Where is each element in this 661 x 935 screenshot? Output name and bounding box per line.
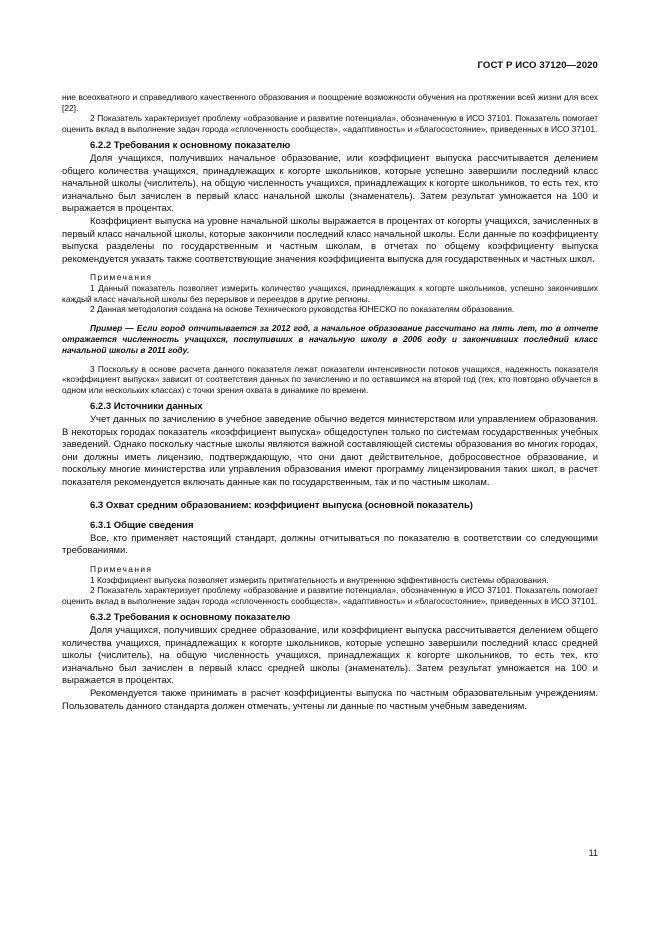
section-heading-6-3: 6.3 Охват средним образованием: коэффициент выпуска (основной показатель) — [90, 499, 473, 511]
document-header: ГОСТ Р ИСО 37120—2020 — [477, 60, 598, 71]
notes-label: Примечания — [90, 564, 153, 574]
paragraph-continuation: ние всеохватного и справедливого качественного образования и поощрение возможности обучения на протяжении всей жизни для всех [22]. — [62, 92, 598, 113]
page-number: 11 — [588, 848, 598, 858]
note-2: 2 Показатель характеризует проблему «образование и развитие потенциала», обозначенную в ИСО 37101. Показатель помогает оценить вклад в выполнение задач города «сплоченность сообществ», «адаптивность» и «благосостояние», приведенных в ИСО 37101. — [62, 113, 598, 134]
notes-label: Примечания — [90, 272, 153, 283]
paragraph: Доля учащихся, получивших начальное образование, или коэффициент выпуска рассчитывается делением общего количества учащихся, принадлежащих к когорте школьников, которые успешно завершили последний класс начальной школы (числитель), на общую численность учащихся, принадлежащих к когорте школьников, то есть тех, кто изначально был зачислен в первый класс начальной школы (знаменатель). Затем результат умножается на 100 и выражается в процентах. — [62, 152, 598, 215]
example-paragraph: Пример — Если город отчитывается за 2012 год, а начальное образование рассчитано на пять лет, то в отчете отражается численность учащихся, поступивших в начальную школу в 2006 году и закончивших последний класс начальной школы в 2011 году. — [62, 322, 598, 355]
paragraph: Все, кто применяет настоящий стандарт, должны отчитываться по показателю в соответствии со следующими требованиями. — [62, 532, 598, 557]
section-heading-6-3-1: 6.3.1 Общие сведения — [90, 520, 194, 532]
section-heading-6-2-2: 6.2.2 Требования к основному показателю — [90, 140, 291, 152]
paragraph: Коэффициент выпуска на уровне начальной школы выражается в процентах от когорты учащихся, зачисленных в первый класс начальной школы, которые закончили последний класс начальной школы. Если данные по коэффициенту выпуска разделены по государственным и частным школам, в отчетах по общему коэффициенту выпуска рекомендуется указать также соответствующие значения коэффициента выпуска для государственных и частных школ. — [62, 215, 598, 265]
section-heading-6-3-2: 6.3.2 Требования к основному показателю — [90, 612, 291, 624]
section-heading-6-2-3: 6.2.3 Источники данных — [90, 401, 203, 413]
note-1: 1 Данный показатель позволяет измерить количество учащихся, принадлежащих к когорте школьников, успешно закончивших каждый класс начальной школы без перерывов и переездов в другие регионы. — [62, 282, 598, 304]
note-2: 2 Показатель характеризует проблему «образование и развитие потенциала», обозначенную в ИСО 37101. Показатель помогает оценить вклад в выполнение задач города «сплоченность сообществ», «адаптивность» и «благосостояние», приведенных в ИСО 37101. — [62, 585, 598, 606]
note-1: 1 Коэффициент выпуска позволяет измерить притягательность и внутреннюю эффективность системы образования. — [90, 574, 549, 585]
paragraph: Учет данных по зачислению в учебное заведение обычно ведется министерством или управлением образования. В некоторых городах показатель «коэффициент выпуска» общедоступен только по системам государственных учебных заведений. Однако поскольку частные школы являются важной составляющей системы образования во многих городах, они должны иметь лицензию, подтверждающую, что они дают действительное, добросовестное образование, и поскольку многие министерства или управления образования имеют программу лицензирования таких школ, в расчет показателя рекомендуется включать данные как по государственным, так и по частным школам. — [62, 414, 598, 489]
document-body — [62, 92, 598, 713]
paragraph: Доля учащихся, получивших среднее образование, или коэффициент выпуска рассчитывается делением общего количества учащихся, принадлежащих к когорте школьников, которые успешно завершили последний класс средней школы (числитель), на общую численность учащихся, принадлежащих к когорте школьников, то есть тех, кто изначально был зачислен в первый класс средней школы (знаменатель). Затем результат умножается на 100 и выражается в процентах. — [62, 624, 598, 687]
paragraph: Рекомендуется также принимать в расчет коэффициенты выпуска по частным образовательным учреждениям. Пользователь данного стандарта должен отмечать, учтены ли данные по частным учебным заведениям. — [62, 687, 598, 712]
note-2: 2 Данная методология создана на основе Технического руководства ЮНЕСКО по показателям образования. — [90, 304, 515, 315]
note-3: 3 Поскольку в основе расчета данного показателя лежат показатели интенсивности потоков учащихся, надежность показателя «коэффициент выпуска» зависит от соответствия данных по зачислению и по оставшимся на второй год (тех, кто повторно обучается в одном или нескольких классах) с точки зрения охвата в динамике по времени. — [62, 363, 598, 395]
